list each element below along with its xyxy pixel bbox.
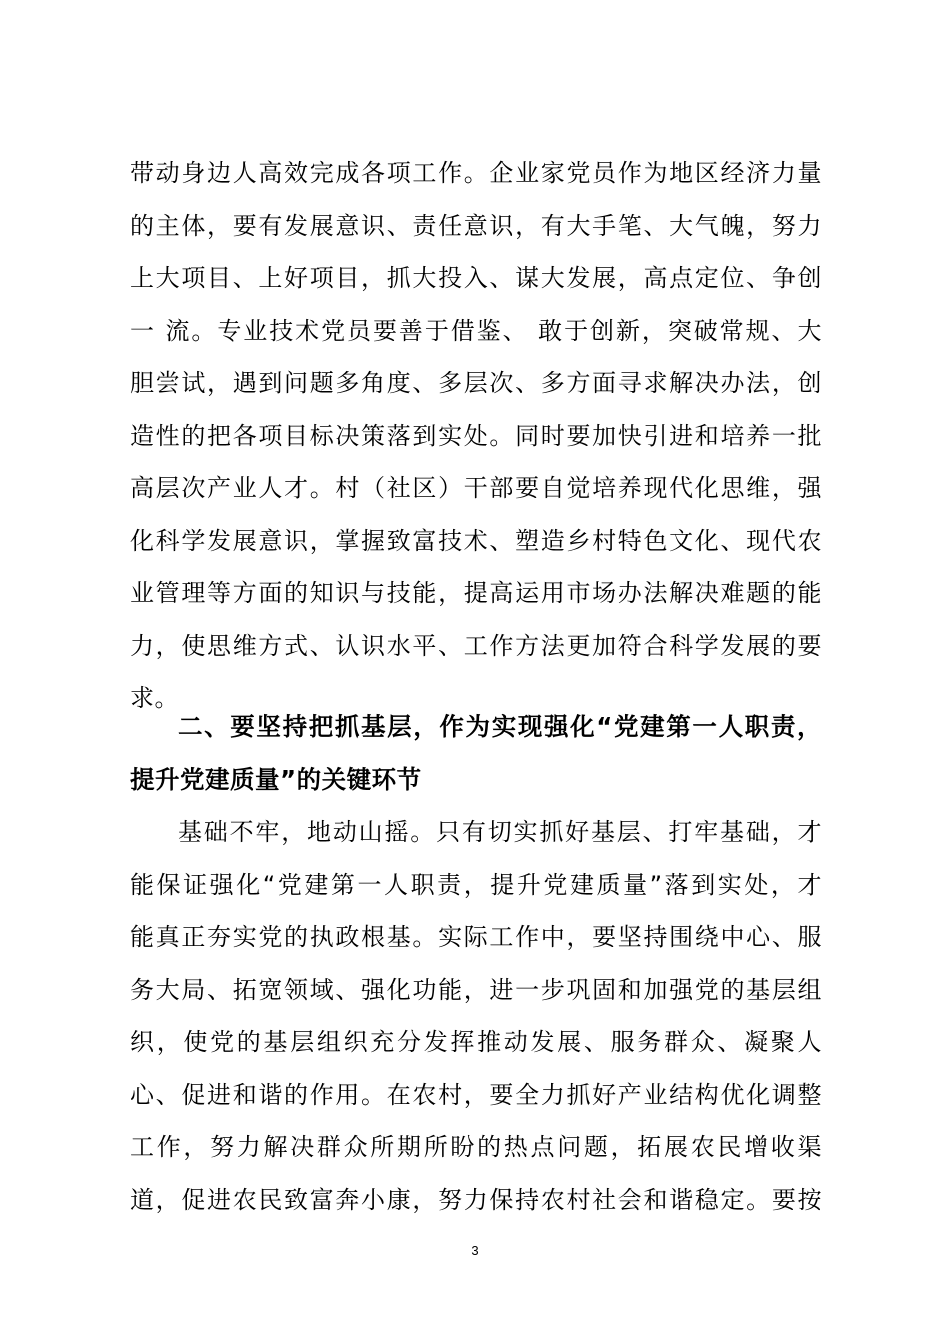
paragraph-line: 织，使党的基层组织充分发挥推动发展、服务群众、凝聚人 [130,1028,822,1056]
paragraph-line: 造性的把各项目标决策落到实处。同时要加快引进和培养一批 [130,421,822,450]
paragraph-line: 胆尝试，遇到问题多角度、多层次、多方面寻求解决办法，创 [130,369,822,397]
paragraph-line: 带动身边人高效完成各项工作。企业家党员作为地区经济力量 [130,159,822,187]
paragraph-line: 能真正夯实党的执政根基。实际工作中，要坚持围绕中心、服 [130,923,822,951]
paragraph-line: 上大项目、上好项目，抓大投入、谋大发展，高点定位、争创 [130,264,822,292]
heading-line: 二、要坚持把抓基层，作为实现强化“党建第一人职责， [178,712,822,741]
body-paragraph-1 [130,147,822,725]
paragraph-line: 高层次产业人才。村（社区）干部要自觉培养现代化思维，强 [130,474,822,502]
paragraph-line: 力，使思维方式、认识水平、工作方法更加符合科学发展的要 [130,631,822,660]
paragraph-line: 工作，努力解决群众所期所盼的热点问题，拓展农民增收渠 [130,1133,822,1161]
paragraph-line: 求。 [130,684,179,712]
paragraph-line: 能保证强化“党建第一人职责，提升党建质量”落到实处，才 [130,870,822,899]
body-paragraph-2 [130,806,822,1226]
paragraph-line: 化科学发展意识，掌握致富技术、塑造乡村特色文化、现代农 [130,526,822,555]
paragraph-line: 务大局、拓宽领域、强化功能，进一步巩固和加强党的基层组 [130,975,822,1004]
paragraph-line: 道，促进农民致富奔小康，努力保持农村社会和谐稳定。要按 [130,1185,822,1214]
paragraph-line: 一 流。专业技术党员要善于借鉴、 敢于创新，突破常规、大 [130,316,822,345]
paragraph-line: 的主体，要有发展意识、责任意识，有大手笔、大气魄，努力 [130,211,822,240]
section-heading-2 [130,701,822,806]
paragraph-line: 心、促进和谐的作用。在农村，要全力抓好产业结构优化调整 [130,1080,822,1109]
paragraph-line: 业管理等方面的知识与技能，提高运用市场办法解决难题的能 [130,579,822,607]
page-number: 3 [471,1243,479,1258]
paragraph-line: 基础不牢，地动山摇。只有切实抓好基层、打牢基础，才 [178,818,822,846]
heading-line: 提升党建质量”的关键环节 [130,764,422,794]
